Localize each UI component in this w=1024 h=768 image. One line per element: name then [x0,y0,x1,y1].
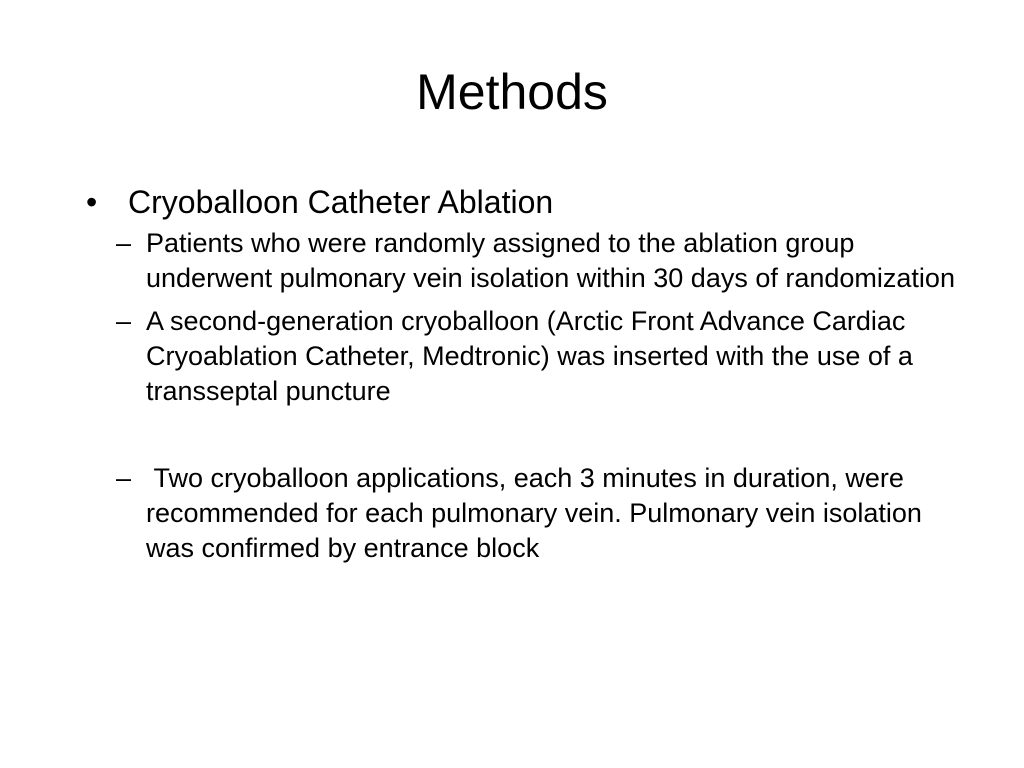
sub-bullet-text: Two cryoballoon applications, each 3 minutes in duration, were recommended for each pulmonary vein. Pulmonary vein isolation was confirmed by entrance block [146,463,930,563]
sub-bullet-item [116,461,966,566]
slide-title: Methods [416,64,608,120]
dash-marker: – [116,306,132,336]
dash-marker: – [116,463,132,493]
sub-bullet-text: A second-generation cryoballoon (Arctic Front Advance Cardiac Cryoablation Catheter, Medtronic) was inserted with the use of a transseptal puncture [146,306,913,406]
bullet-marker: • [86,184,98,220]
slide-content [86,182,966,574]
sub-bullet-item [116,226,966,296]
sub-bullet-item [116,304,966,409]
main-bullet-text: Cryoballoon Catheter Ablation [128,184,554,220]
main-bullet-item [86,182,966,222]
dash-marker: – [116,228,132,258]
sub-bullet-text: Patients who were randomly assigned to the ablation group underwent pulmonary vein isolation within 30 days of randomization [146,228,955,293]
